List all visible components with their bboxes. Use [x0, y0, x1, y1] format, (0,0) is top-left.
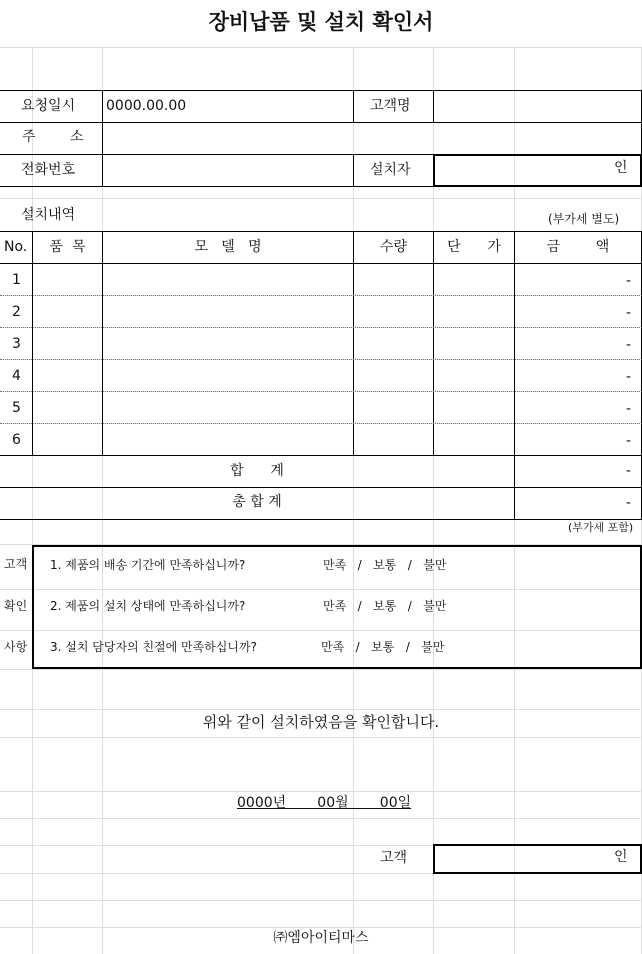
row-qty-cell[interactable] — [355, 297, 433, 326]
total-value: - — [626, 495, 632, 511]
row-item-cell[interactable] — [34, 425, 102, 454]
row-unit-price-cell[interactable] — [435, 329, 514, 358]
survey-options-1[interactable]: 만족 / 보통 / 불만 — [323, 558, 447, 572]
row-unit-price-cell[interactable] — [435, 393, 514, 422]
row-amount: - — [626, 337, 632, 353]
row-qty-cell[interactable] — [355, 425, 433, 454]
installer-seal-mark[interactable]: 인 — [614, 160, 628, 176]
vat-included-note: (부가세 포함) — [568, 521, 634, 534]
address-field[interactable] — [104, 124, 639, 152]
survey-side-label-2: 확인 — [4, 599, 28, 613]
col-header-unit-price: 단 가 — [447, 239, 501, 255]
row-qty-cell[interactable] — [355, 265, 433, 294]
survey-options-3[interactable]: 만족 / 보통 / 불만 — [321, 640, 445, 654]
customer-name-label: 고객명 — [370, 98, 411, 114]
row-model-cell[interactable] — [104, 361, 353, 390]
phone-label: 전화번호 — [21, 162, 76, 178]
survey-options-2[interactable]: 만족 / 보통 / 불만 — [323, 599, 447, 613]
survey-question-1: 1. 제품의 배송 기간에 만족하십니까? — [50, 558, 246, 572]
row-number: 3 — [12, 336, 21, 352]
row-item-cell[interactable] — [34, 265, 102, 294]
customer-seal-mark: 인 — [614, 849, 628, 865]
row-model-cell[interactable] — [104, 329, 353, 358]
row-model-cell[interactable] — [104, 393, 353, 422]
row-number: 1 — [12, 272, 21, 288]
survey-side-label-1: 고객 — [4, 557, 28, 571]
row-qty-cell[interactable] — [355, 361, 433, 390]
address-label-char-2: 소 — [70, 129, 84, 145]
row-unit-price-cell[interactable] — [435, 265, 514, 294]
row-amount: - — [626, 401, 632, 417]
row-item-cell[interactable] — [34, 297, 102, 326]
col-header-model: 모 델 명 — [194, 239, 262, 255]
row-qty-cell[interactable] — [355, 393, 433, 422]
row-qty-cell[interactable] — [355, 329, 433, 358]
row-number: 6 — [12, 432, 21, 448]
row-unit-price-cell[interactable] — [435, 361, 514, 390]
address-label-char-1: 주 — [22, 129, 36, 145]
total-label: 총 합 계 — [232, 494, 282, 510]
row-model-cell[interactable] — [104, 265, 353, 294]
request-date-value[interactable]: 0000.00.00 — [106, 98, 187, 114]
row-number: 5 — [12, 400, 21, 416]
survey-question-3: 3. 설치 담당자의 친절에 만족하십니까? — [50, 640, 257, 654]
customer-name-field[interactable] — [435, 92, 639, 120]
col-header-item: 품 목 — [49, 239, 86, 255]
vat-excluded-note: (부가세 별도) — [548, 212, 620, 226]
subtotal-label: 합 계 — [230, 463, 284, 479]
row-item-cell[interactable] — [34, 329, 102, 358]
document-title: 장비납품 및 설치 확인서 — [208, 10, 434, 34]
row-item-cell[interactable] — [34, 361, 102, 390]
survey-side-label-3: 사항 — [4, 640, 28, 654]
row-amount: - — [626, 369, 632, 385]
col-header-no: No. — [4, 239, 28, 255]
customer-sign-label: 고객 — [380, 850, 408, 866]
row-number: 2 — [12, 304, 21, 320]
row-number: 4 — [12, 368, 21, 384]
company-name: ㈜엠아이티마스 — [273, 930, 369, 946]
survey-question-2: 2. 제품의 설치 상태에 만족하십니까? — [50, 599, 246, 613]
phone-field[interactable] — [104, 156, 351, 184]
date-line[interactable]: 0000년 00월 00일 — [237, 795, 412, 811]
row-amount: - — [626, 273, 632, 289]
row-amount: - — [626, 305, 632, 321]
row-model-cell[interactable] — [104, 297, 353, 326]
confirmation-statement: 위와 같이 설치하였음을 확인합니다. — [202, 713, 440, 731]
customer-sign-box[interactable] — [433, 844, 642, 874]
row-item-cell[interactable] — [34, 393, 102, 422]
installer-label: 설치자 — [370, 162, 411, 178]
row-unit-price-cell[interactable] — [435, 425, 514, 454]
col-header-amount: 금 액 — [546, 239, 610, 255]
subtotal-value: - — [626, 463, 632, 479]
row-amount: - — [626, 433, 632, 449]
row-model-cell[interactable] — [104, 425, 353, 454]
section-label-install-details: 설치내역 — [21, 207, 76, 223]
row-unit-price-cell[interactable] — [435, 297, 514, 326]
col-header-qty: 수량 — [379, 239, 408, 255]
request-date-label: 요청일시 — [21, 98, 76, 114]
